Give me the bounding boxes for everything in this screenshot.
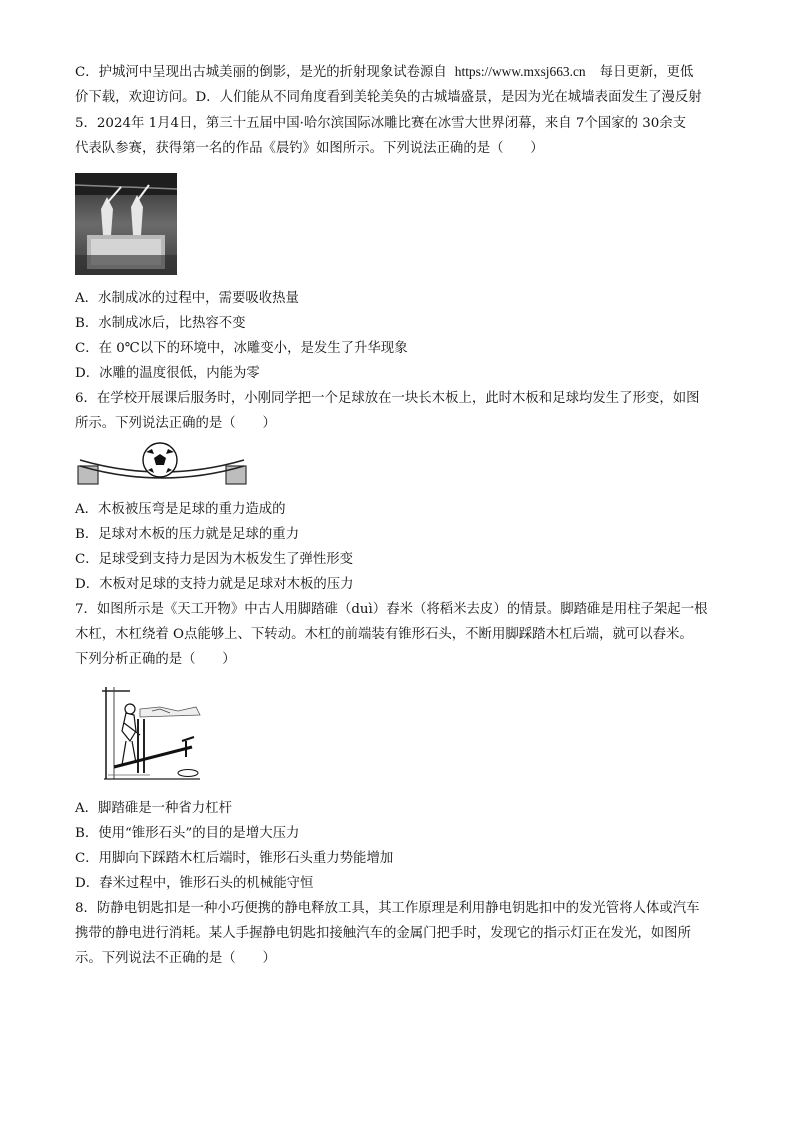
q7-option-d: D．舂米过程中，锥形石头的机械能守恒 <box>75 876 314 891</box>
q6-option-c: C．足球受到支持力是因为木板发生了弹性形变 <box>75 552 354 567</box>
q8-stem-line1: 8．防静电钥匙扣是一种小巧便携的静电释放工具，其工作原理是利用静电钥匙扣中的发光管将人体或汽车 <box>75 901 700 916</box>
q6-stem-line2: 所示。下列说法正确的是（ ） <box>75 416 276 431</box>
promo-text: 每日更新，更低 <box>599 65 694 80</box>
q6-option-a: A．木板被压弯是足球的重力造成的 <box>75 502 286 517</box>
q5-stem-line1: 5．2024年 1月4日，第三十五届中国·哈尔滨国际冰雕比赛在冰雪大世界闭幕，来自 7个国家的 30余支 <box>75 116 687 131</box>
q5-option-a: A．水制成冰的过程中，需要吸收热量 <box>75 291 299 306</box>
q7-option-a: A．脚踏碓是一种省力杠杆 <box>75 801 232 816</box>
q6-option-b: B．足球对木板的压力就是足球的重力 <box>75 527 300 542</box>
q6-stem-line1: 6．在学校开展课后服务时，小刚同学把一个足球放在一块长木板上，此时木板和足球均发生了形变，如图 <box>75 391 700 406</box>
q7-stem-line3: 下列分析正确的是（ ） <box>75 652 236 667</box>
q4-option-c-line <box>75 63 693 82</box>
football-on-board-diagram <box>76 440 248 488</box>
q5-option-b: B．水制成冰后，比热容不变 <box>75 316 246 331</box>
q4-option-d-line: 价下载，欢迎访问。D．人们能从不同角度看到美轮美奂的古城墙盛景，是因为光在城墙表面发生了漫反射 <box>75 90 702 105</box>
q5-option-c: C．在 0℃以下的环境中，冰雕变小，是发生了升华现象 <box>75 341 408 356</box>
source-url: https://www.mxsj663.cn <box>454 64 586 79</box>
q7-stem-line2: 木杠，木杠绕着 O点能够上、下转动。木杠的前端装有锥形石头，不断用脚踩踏木杠后端，就可以舂米。 <box>75 627 693 642</box>
q7-option-b: B．使用“锥形石头”的目的是增大压力 <box>75 826 300 841</box>
ice-sculpture-photo <box>75 173 177 275</box>
q8-stem-line2: 携带的静电进行消耗。某人手握静电钥匙扣接触汽车的金属门把手时，发现它的指示灯正在发光，如图所 <box>75 926 691 941</box>
foot-pestle-illustration <box>100 685 204 783</box>
q6-option-d: D．木板对足球的支持力就是足球对木板的压力 <box>75 577 354 592</box>
q4-option-c-text: C．护城河中呈现出古城美丽的倒影，是光的折射现象试卷源自 <box>75 65 447 80</box>
q7-stem-line1: 7．如图所示是《天工开物》中古人用脚踏碓（duì）舂米（将稻米去皮）的情景。脚踏碓是用柱子架起一根 <box>75 602 708 617</box>
q8-stem-line3: 示。下列说法不正确的是（ ） <box>75 951 276 966</box>
q5-option-d: D．冰雕的温度很低，内能为零 <box>75 366 260 381</box>
q7-option-c: C．用脚向下踩踏木杠后端时，锥形石头重力势能增加 <box>75 851 394 866</box>
q5-stem-line2: 代表队参赛，获得第一名的作品《晨钓》如图所示。下列说法正确的是（ ） <box>75 141 544 156</box>
